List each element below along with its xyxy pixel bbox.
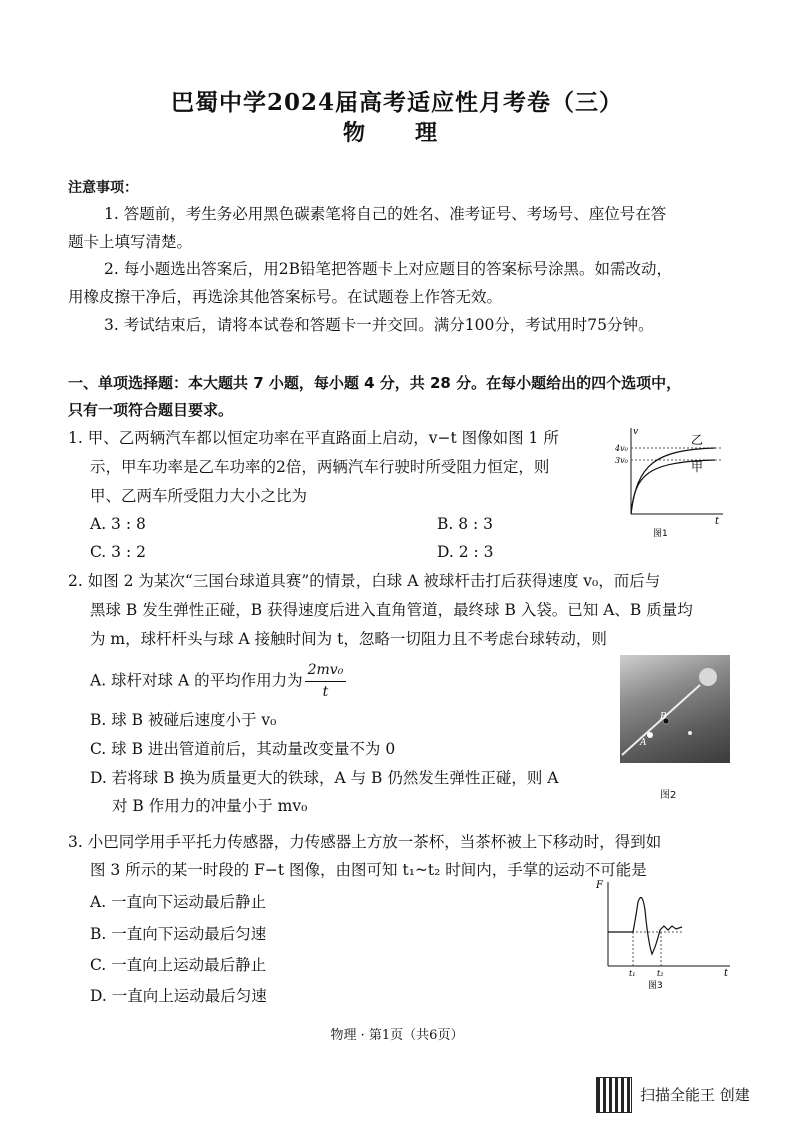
fig2-ball-other [688, 731, 692, 735]
fig1-tick-4v0: 4v₀ [615, 444, 628, 453]
q3-option-b: B. 一直向下运动最后匀速 [90, 925, 267, 943]
q2-fraction-numerator: 2mv₀ [305, 660, 347, 682]
q2-option-a [90, 660, 346, 703]
fig3-caption: 图3 [648, 981, 663, 991]
fig2-label-b: B [660, 712, 667, 722]
note-1-line1: 1. 答题前，考生务必用黑色碳素笔将自己的姓名、准考证号、考场号、座位号在答 [104, 205, 667, 223]
q2-option-a-text: A. 球杆对球 A 的平均作用力为 [90, 671, 303, 690]
q2-line1: 2. 如图 2 为某次“三国台球道具赛”的情景，白球 A 被球杆击打后获得速度 v₀，而后与 [68, 572, 661, 590]
q3-option-d: D. 一直向上运动最后匀速 [90, 987, 267, 1005]
q1-line1: 1. 甲、乙两辆汽车都以恒定功率在平直路面上启动，v−t 图像如图 1 所 [68, 429, 559, 447]
figure-1-vt-graph [615, 424, 730, 542]
q1-option-d: D. 2 : 3 [437, 543, 494, 561]
q2-fraction-denominator: t [322, 684, 329, 700]
q1-option-c: C. 3 : 2 [90, 543, 146, 561]
q3-option-a: A. 一直向下运动最后静止 [90, 893, 267, 911]
q3-line2: 图 3 所示的某一时段的 F−t 图像，由图可知 t₁~t₂ 时间内，手掌的运动不可能是 [90, 861, 647, 879]
qr-code-icon [596, 1077, 632, 1113]
q2-option-a-fraction [305, 660, 347, 703]
fig1-label-v: v [633, 427, 639, 437]
q2-option-d-line2: 对 B 作用力的冲量小于 mv₀ [112, 797, 308, 815]
q2-option-b: B. 球 B 被碰后速度小于 v₀ [90, 711, 277, 729]
fig2-player-head [699, 668, 717, 686]
fig1-caption: 图1 [653, 529, 668, 539]
page-footer: 物理 · 第1页（共6页） [330, 1028, 464, 1043]
fig1-tick-3v0: 3v₀ [615, 456, 628, 465]
note-1-line2: 题卡上填写清楚。 [68, 233, 193, 251]
q1-line2: 示，甲车功率是乙车功率的2倍，两辆汽车行驶时所受阻力恒定，则 [90, 458, 550, 476]
scanner-watermark: 扫描全能王 创建 [640, 1086, 750, 1104]
fig3-curve [608, 898, 682, 955]
note-3: 3. 考试结束后，请将本试卷和答题卡一并交回。满分100分，考试用时75分钟。 [104, 316, 654, 334]
figure-3-ft-graph [590, 876, 740, 994]
section1-heading-line2: 只有一项符合题目要求。 [68, 401, 234, 419]
fig3-tick-t1: t₁ [629, 969, 636, 978]
subject-title: 物 理 [342, 120, 451, 146]
note-2-line2: 用橡皮擦干净后，再选涂其他答案标号。在试题卷上作答无效。 [68, 288, 503, 306]
fig2-ball-a [647, 732, 653, 738]
notes-heading: 注意事项： [68, 180, 138, 196]
fig1-label-jia: 甲 [691, 460, 704, 474]
fig3-label-t: t [724, 968, 729, 979]
fig1-curve-yi [631, 448, 715, 514]
fig3-tick-t2: t₂ [657, 969, 664, 978]
q2-line3: 为 m，球杆杆头与球 A 接触时间为 t，忽略一切阻力且不考虑台球转动，则 [90, 630, 607, 648]
q2-option-d-line1: D. 若将球 B 换为质量更大的铁球，A 与 B 仍然发生弹性正碰，则 A [90, 769, 559, 787]
q1-line3: 甲、乙两车所受阻力大小之比为 [90, 487, 308, 505]
q1-option-a: A. 3 : 8 [90, 515, 146, 533]
fig2-caption: 图2 [660, 790, 677, 801]
note-2-line1: 2. 每小题选出答案后，用2B铅笔把答题卡上对应题目的答案标号涂黑。如需改动， [104, 260, 672, 278]
fig1-label-t: t [715, 516, 720, 527]
fig3-label-f: F [596, 880, 603, 891]
fig2-overlay [620, 655, 730, 763]
q3-line1: 3. 小巴同学用手平托力传感器，力传感器上方放一茶杯，当茶杯被上下移动时，得到如 [68, 833, 662, 851]
q1-option-b: B. 8 : 3 [437, 515, 494, 533]
fig1-label-yi: 乙 [691, 433, 704, 447]
q2-line2: 黑球 B 发生弹性正碰，B 获得速度后进入直角管道，最终球 B 入袋。已知 A、B 质量均 [90, 601, 693, 619]
figure-2-billiards-photo [620, 655, 730, 763]
q3-option-c: C. 一直向上运动最后静止 [90, 956, 267, 974]
q2-option-c: C. 球 B 进出管道前后，其动量改变量不为 0 [90, 740, 396, 758]
exam-title: 巴蜀中学2024届高考适应性月考卷（三） [170, 89, 623, 116]
fig2-label-a: A [640, 738, 647, 748]
section1-heading-line1: 一、单项选择题：本大题共 7 小题，每小题 4 分，共 28 分。在每小题给出的四个选项中， [68, 374, 682, 392]
